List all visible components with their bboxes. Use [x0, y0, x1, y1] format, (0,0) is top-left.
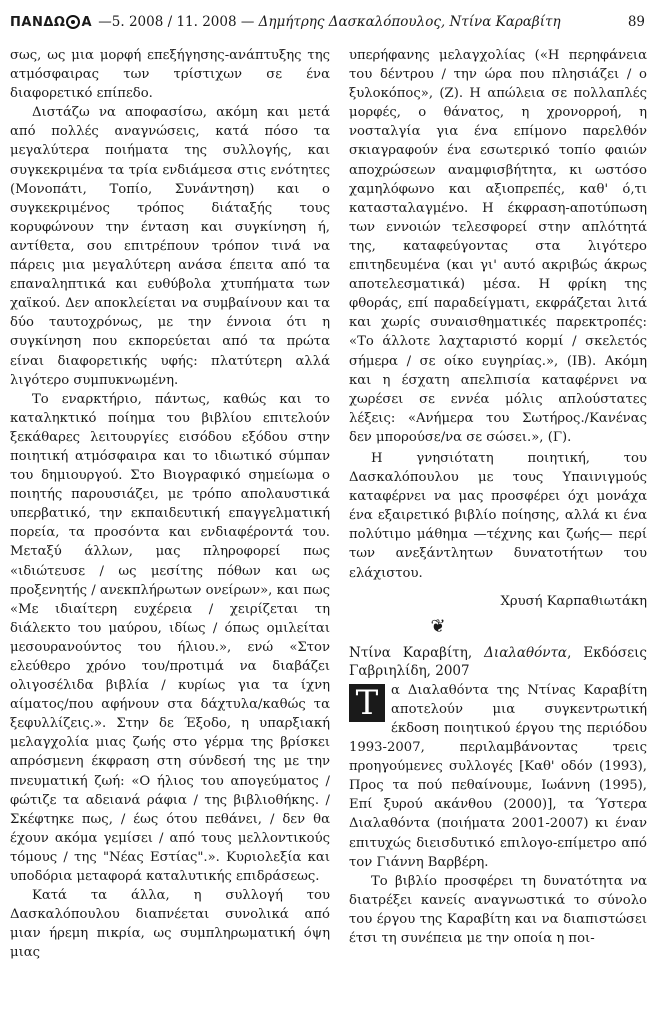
- issue-info: —5. 2008 / 11. 2008 —: [98, 14, 259, 30]
- journal-brand: [10, 15, 92, 30]
- brand-text: ΠΑΝΔΩ: [10, 15, 66, 30]
- paragraph: Το εναρκτήριο, πάντως, καθώς και το καταληκτικό ποίημα του βιβλίου επιτελούν ξεκάθαρες λειτουργίες εισόδου εξόδου στην ποιητική ατμόσφαιρα και το ιδιωτικό σύμπαν του δημιουργού. Στο Βιογραφικό σημείωμα ο ποιητής παρουσιάζει, με τρόπο απολαυστικά υπερβατικό, την εκπαιδευτική επαγγελματική πορεία, τα προσόντα και ενδιαφέροντά του. Μεταξύ άλλων, μας πληροφορεί πως «ιδιώτευσε / ως μεσίτης πόθων και ως προξενητής / ανεκπλήρωτων ονείρων», και πως «Με ιδιαίτερη ευχέρεια / χειρίζεται τη διάλεκτο του μαύρου, ιδίως / όπως ομιλείται μεσουρανούντος του ήλιου.», ενώ «Στον ελεύθερο χρόνο του/προτιμά να διαβάζει ολιγοσέλιδα βιβλία / κυρίως για τα ίχνη αίματος/που αφήνουν στα δάχτυλα/καθώς τα ξεφυλλίζεις.». Στην δε Έξοδο, η υπαρξιακή μελαγχολία μιας ζωής στο γέρμα της βρίσκει απρόσμενη έκφραση στη σύνδεσή της με την πνευματική ζωή: «Ο ήλιος του απογεύματος / φώτιζε τα αδειανά ράφια / της βιβλιοθήκης. / Σκέφτηκε πως, / έως ότου πεθάνει, / δεν θα έχουν ακόμα γεμίσει / από τους μελλοντικούς τόμους / της "Νέας Εστίας".». Κυριολεξία και υποδόρια μεταφορά καταλυτικής επιδράσεως.: [10, 391, 330, 885]
- drop-cap: Τ: [349, 684, 385, 722]
- journal-logo-icon: [66, 15, 80, 29]
- paragraph: Το βιβλίο προσφέρει τη δυνατότητα να διατρέξει κανείς αναγνωστικά το σύνολο του έργου της Καραβίτη και να διαπιστώσει έτσι τη συνέπεια με την οποία η ποι-: [349, 873, 647, 947]
- paragraph: Διστάζω να αποφασίσω, ακόμη και μετά από πολλές αναγνώσεις, κατά πόσο τα μεγαλύτερα ποιήματα της συλλογής, και συγκεκριμένα τα τρία ενδιάμεσα στις ενότητες (Μονοπάτι, Τοπίο, Συνάντηση) και ο συγκεκριμένος τρόπος διάταξής τους κορυφώνουν την ένταση και συγκίνηση ή, αντίθετα, σου επιτρέπουν τρόπον τινά να πάρεις μια μεγαλύτερη ανάσα έπειτα από τα επαναληπτικά και ευθύβολα χτυπήματα των χαϊκού. Δεν αποκλείεται να συμβαίνουν και τα δύο ταυτοχρόνως, με την έννοια ότι η συγκίνηση που εκπορεύεται από τα πρώτα είναι διαφορετικής υφής: πλατύτερη αλλά λιγότερο συμπυκνωμένη.: [10, 105, 330, 388]
- book-reference: [349, 644, 647, 681]
- running-header: [10, 14, 645, 34]
- paragraph: σως, ως μια μορφή επεξήγησης-ανάπτυξης της ατμόσφαιρας των τρίστιχων σε ένα διαφορετικό επίπεδο.: [10, 48, 330, 102]
- header-authors: Δημήτρης Δασκαλόπουλος, Ντίνα Καραβίτη: [258, 14, 561, 30]
- page-number: 89: [627, 14, 645, 30]
- paragraph: Η γνησιότατη ποιητική, του Δασκαλόπουλου με τους Υπαινιγμούς καταφέρνει να μας προσφέρει όχι μονάχα ένα εξαιρετικό βιβλίο ποίησης, αλλά κι ένα πολύτιμο μάθημα —τέχνης και ζωής— περί των ανεξάντλητων δυνατοτήτων του ελάχιστου.: [349, 450, 647, 581]
- paragraph: υπερήφανης μελαγχολίας («Η περηφάνεια του δέντρου / την ώρα που πλησιάζει / ο ξυλοκόπος», (Ζ). Η απώλεια σε πολλαπλές μορφές, ο θάνατος, η χρονορροή, η νοσταλγία για ένα επίμονο παρελθόν σκιαγραφούν ένα εσωτερικό τοπίο φαιών αποχρώσεων αναμφισβήτητα, κι ωστόσο χαμηλόφωνο και αξιοπρεπές, καθ' ό,τι κατασταλαγμένο. Η έκφραση-αποτύπωση των εννοιών τελεσφορεί στην απλότητά της, καταφεύγοντας στα λιγότερο επιτηδευμένα (και γι' αυτό ακριβώς άκρως αποτελεσματικά) μέσα. Η φρίκη της φθοράς, επί παραδείγματι, εκφράζεται λιτά και χωρίς συναισθηματικές παρεκτροπές: «Το άλλοτε λαχταριστό κορμί / σκελετός σήμερα / σε οίκο ευγηρίας.», (ΙΒ). Ακόμη και η έσχατη απελπισία καταφέρνει να χωρέσει σε εννέα μόλις απλούστατες λέξεις: «Ανήμερα του Σωτήρος./Κανένας δεν μπορούσε/να σε σώσει.», (Γ).: [349, 48, 647, 445]
- book-author: Ντίνα Καραβίτη,: [349, 644, 485, 661]
- ornament-icon: ❦: [430, 615, 446, 637]
- paragraph: [349, 681, 647, 872]
- left-column: [10, 46, 330, 963]
- book-title: Διαλαθόντα: [484, 644, 568, 661]
- paragraph-text: α Διαλαθόντα της Ντίνας Καραβίτη αποτελούν μια συγκεντρωτική έκδοση ποιητικού έργου της περιόδου 1993-2007, περιλαμβάνοντας τρεις προηγούμενες συλλογές [Καθ' οδόν (1993), Προς τα πού πεθαίνουμε, Ιωάννη (1995), Επί ξυρού ακάνθου (2000)], τα Ύστερα Διαλαθόντα (ποιήματα 2001-2007) κι έναν επιτυχώς διεισδυτικό επιλογο-επίμετρο από τον Γιάννη Βαρβέρη.: [349, 682, 647, 870]
- review-signature: Χρυσή Καρπαθιωτάκη: [500, 593, 647, 609]
- paragraph: Κατά τα άλλα, η συλλογή του Δασκαλόπουλου διαπνέεται συνολικά από μιαν ήρεμη πικρία, ως συμπληρωματική όψη μιας: [10, 888, 330, 961]
- right-column: [349, 46, 647, 948]
- book-publisher: , Εκδόσεις Γαβριηλίδη, 2007: [349, 644, 647, 680]
- brand-text-end: Α: [81, 15, 92, 30]
